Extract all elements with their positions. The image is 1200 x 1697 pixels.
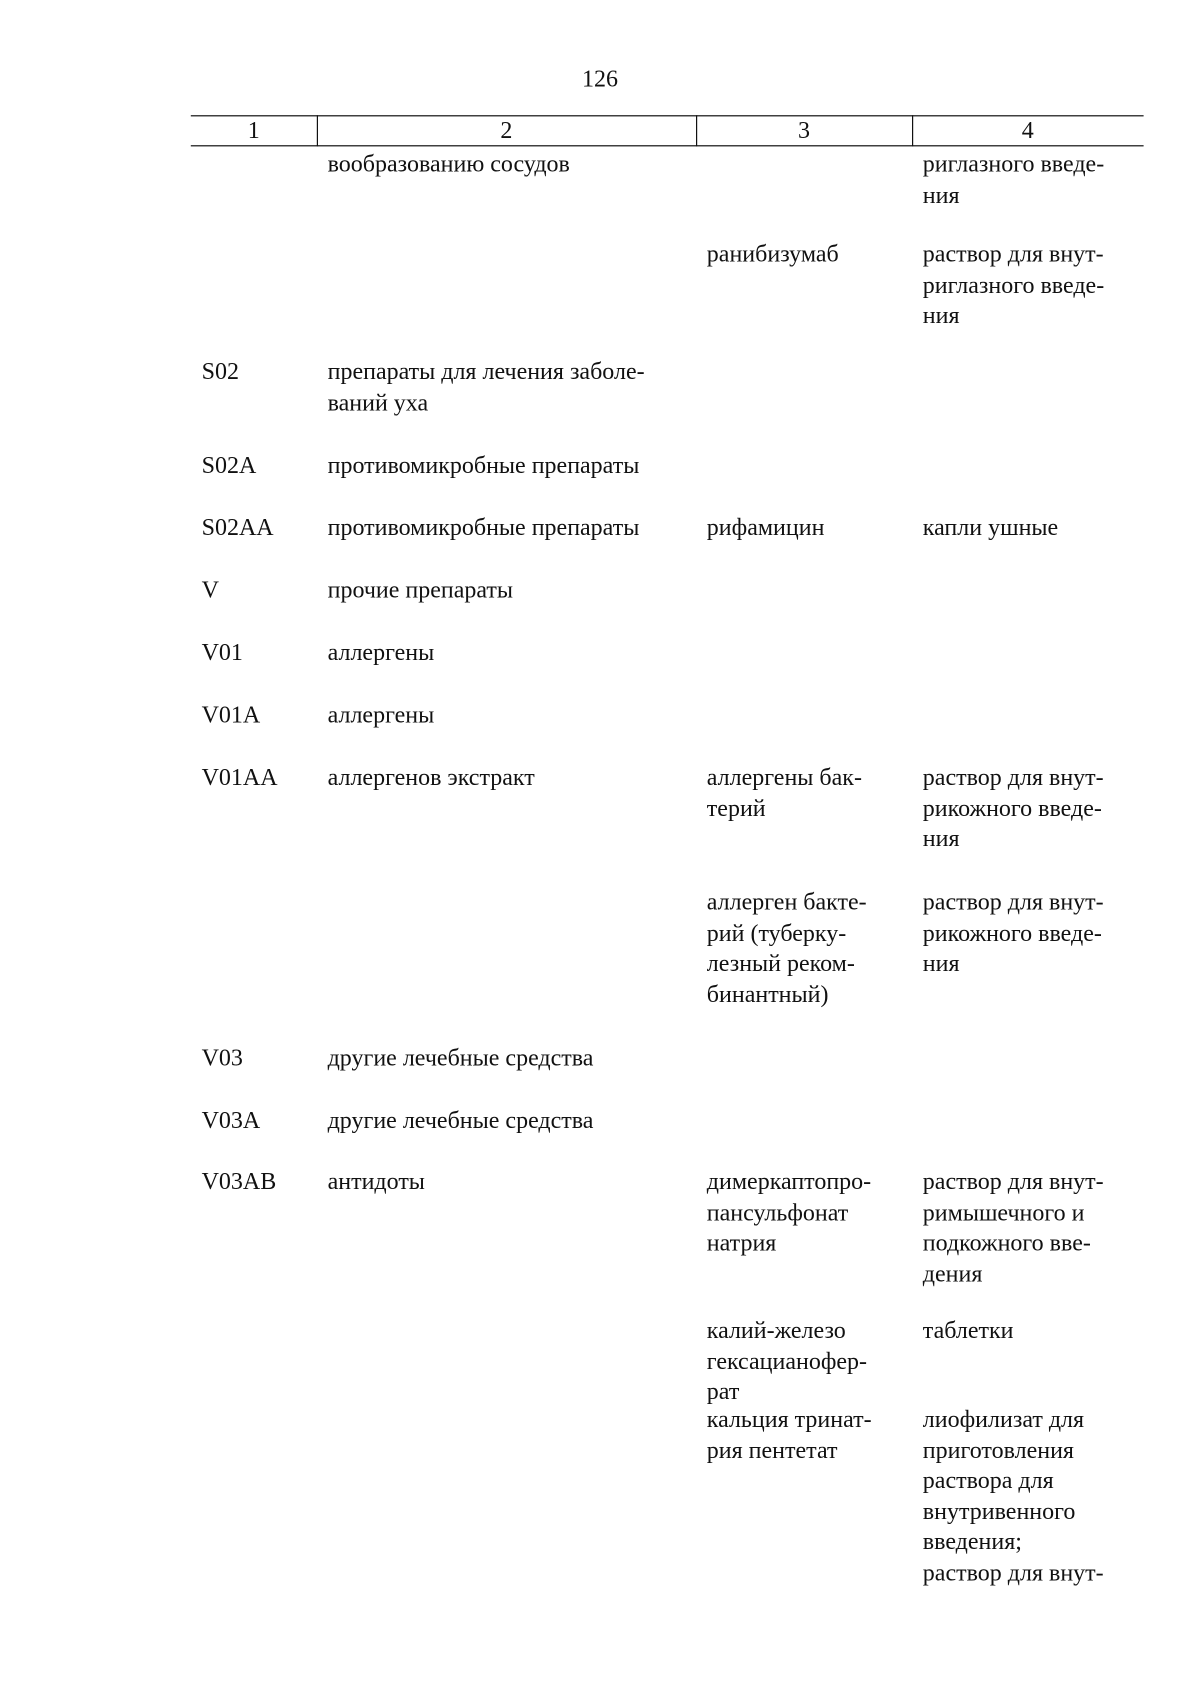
row-13-col-3: калий-железо гексацианофер- рат [706, 1317, 868, 1406]
row-7-col-1: V01A [201, 702, 261, 729]
row-4-col-3: рифамицин [706, 514, 825, 542]
row-4-col-1: S02AA [201, 514, 274, 542]
row-12-col-1: V03AB [201, 1168, 277, 1196]
header-column-1: 1 [247, 117, 260, 144]
row-4-col-2: противомикробные препараты [327, 514, 640, 542]
row-11-col-1: V03A [201, 1107, 261, 1134]
row-14-col-3: кальция тринат- рия пентетат [706, 1406, 872, 1464]
row-14-col-4: лиофилизат для приготовления раствора для внутривенного введения; раствор для внут- [922, 1406, 1104, 1586]
header-column-3: 3 [798, 117, 811, 144]
row-1-col-3: ранибизумаб [706, 241, 839, 268]
row-3-col-2: противомикробные препараты [327, 452, 640, 479]
row-8-col-2: аллергенов экстракт [327, 764, 535, 791]
row-1-col-4: раствор для внут- риглазного введе- ния [922, 241, 1105, 329]
row-13-col-4: таблетки [922, 1317, 1014, 1344]
row-9-col-4: раствор для внут- рикожного введе- ния [922, 889, 1104, 977]
header-column-2: 2 [500, 117, 513, 144]
row-6-col-1: V01 [201, 639, 243, 666]
row-5-col-2: прочие препараты [327, 577, 514, 604]
row-0-col-4: риглазного введе- ния [922, 151, 1105, 209]
row-3-col-1: S02A [201, 452, 257, 479]
row-11-col-2: другие лечебные средства [327, 1107, 594, 1134]
row-2-col-1: S02 [201, 358, 239, 386]
row-5-col-1: V [201, 577, 219, 604]
row-8-col-3: аллергены бак- терий [706, 764, 862, 822]
row-12-col-2: антидоты [327, 1168, 425, 1196]
page-number: 126 [582, 66, 618, 93]
row-0-col-2: вообразованию сосудов [327, 151, 570, 178]
header-bottom-rule [191, 145, 1144, 146]
row-2-col-2: препараты для лечения заболе- ваний уха [327, 358, 645, 416]
row-4-col-4: капли ушные [922, 514, 1059, 542]
header-column-4: 4 [1021, 117, 1034, 144]
row-8-col-4: раствор для внут- рикожного введе- ния [922, 764, 1104, 853]
row-6-col-2: аллергены [327, 639, 435, 666]
row-12-col-4: раствор для внут- римышечного и подкожного вве- дения [922, 1168, 1104, 1287]
row-9-col-3: аллерген бакте- рий (туберку- лезный реком- бинантный) [706, 889, 867, 1008]
row-12-col-3: димеркаптопро- пансульфонат натрия [706, 1168, 872, 1257]
row-10-col-1: V03 [201, 1045, 243, 1072]
row-10-col-2: другие лечебные средства [327, 1045, 594, 1072]
row-7-col-2: аллергены [327, 702, 435, 729]
row-8-col-1: V01AA [201, 764, 278, 791]
